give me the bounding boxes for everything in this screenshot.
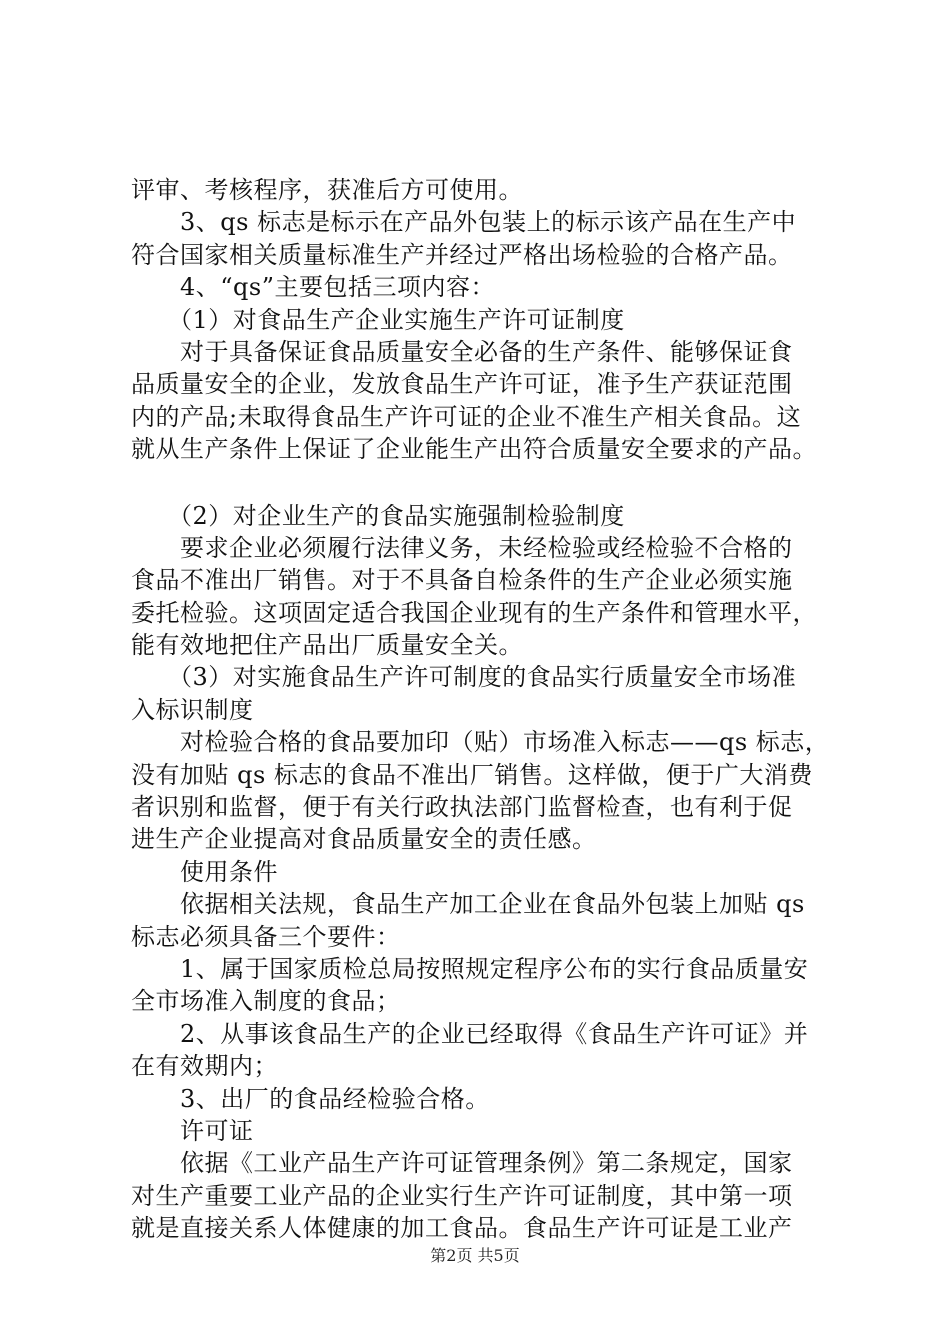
text-line: 对生产重要工业产品的企业实行生产许可证制度，其中第一项 <box>131 1181 793 1210</box>
text-line: 依据相关法规，食品生产加工企业在食品外包装上加贴 qs <box>131 890 805 919</box>
body-text <box>131 174 851 1245</box>
text-line: 全市场准入制度的食品； <box>131 987 401 1016</box>
text-line: 就从生产条件上保证了企业能生产出符合质量安全要求的产品。 <box>131 435 817 464</box>
text-line: （3）对实施食品生产许可制度的食品实行质量安全市场准 <box>131 663 797 692</box>
text-line: 评审、考核程序，获准后方可使用。 <box>131 176 523 204</box>
text-line: 者识别和监督，便于有关行政执法部门监督检查，也有利于促 <box>131 793 793 822</box>
text-line: 进生产企业提高对食品质量安全的责任感。 <box>131 825 597 854</box>
text-line: 许可证 <box>131 1116 254 1145</box>
page-footer: 第2页 共5页 <box>430 1246 520 1265</box>
text-line: 就是直接关系人体健康的加工食品。食品生产许可证是工业产 <box>131 1214 793 1243</box>
text-line: 对于具备保证食品质量安全必备的生产条件、能够保证食 <box>131 337 793 366</box>
text-line: 内的产品;未取得食品生产许可证的企业不准生产相关食品。这 <box>131 402 802 431</box>
text-line: 入标识制度 <box>131 695 254 724</box>
text-line: 依据《工业产品生产许可证管理条例》第二条规定，国家 <box>131 1149 793 1178</box>
text-line: （1）对食品生产企业实施生产许可证制度 <box>131 305 625 334</box>
text-line: 4、“qs”主要包括三项内容： <box>131 273 495 302</box>
text-line: 在有效期内； <box>131 1052 278 1081</box>
text-line: 3、出厂的食品经检验合格。 <box>131 1084 490 1113</box>
text-line: 2、从事该食品生产的企业已经取得《食品生产许可证》并 <box>131 1019 809 1048</box>
text-line: 使用条件 <box>131 857 278 886</box>
text-line: 没有加贴 qs 标志的食品不准出厂销售。这样做，便于广大消费 <box>131 760 813 789</box>
text-line: （2）对企业生产的食品实施强制检验制度 <box>131 501 625 530</box>
text-line: 能有效地把住产品出厂质量安全关。 <box>131 631 523 660</box>
text-line: 3、qs 标志是标示在产品外包装上的标示该产品在生产中 <box>131 208 797 237</box>
text-line: 要求企业必须履行法律义务，未经检验或经检验不合格的 <box>131 533 793 562</box>
text-line: 1、属于国家质检总局按照规定程序公布的实行食品质量安 <box>131 954 809 983</box>
text-line: 符合国家相关质量标准生产并经过严格出场检验的合格产品。 <box>131 240 793 269</box>
text-line: 标志必须具备三个要件： <box>131 922 401 951</box>
paragraph-gap <box>131 466 851 500</box>
text-line: 食品不准出厂销售。对于不具备自检条件的生产企业必须实施 <box>131 566 793 595</box>
text-line: 委托检验。这项固定适合我国企业现有的生产条件和管理水平， <box>131 598 817 627</box>
text-line: 品质量安全的企业，发放食品生产许可证，准予生产获证范围 <box>131 370 793 399</box>
text-line: 对检验合格的食品要加印（贴）市场准入标志——qs 标志， <box>131 728 830 757</box>
